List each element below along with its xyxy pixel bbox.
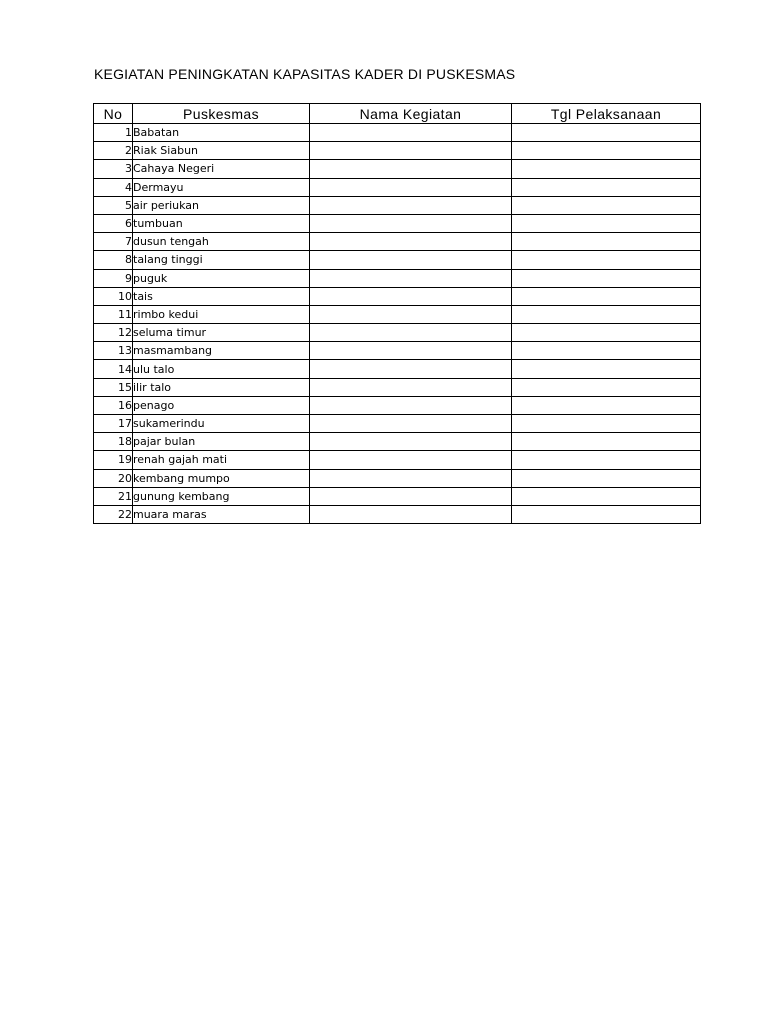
nama-kegiatan-cell (310, 342, 512, 360)
puskesmas-name: tumbuan (133, 214, 310, 232)
nama-kegiatan-cell (310, 178, 512, 196)
row-number: 10 (94, 287, 133, 305)
column-header-puskesmas: Puskesmas (133, 104, 310, 124)
table-row (94, 469, 701, 487)
nama-kegiatan-cell (310, 233, 512, 251)
row-number: 16 (94, 396, 133, 414)
nama-kegiatan-cell (310, 487, 512, 505)
row-number: 14 (94, 360, 133, 378)
puskesmas-name: Dermayu (133, 178, 310, 196)
puskesmas-name: kembang mumpo (133, 469, 310, 487)
table-row (94, 505, 701, 523)
puskesmas-name: rimbo kedui (133, 305, 310, 323)
tgl-pelaksanaan-cell (512, 269, 701, 287)
puskesmas-name: puguk (133, 269, 310, 287)
tgl-pelaksanaan-cell (512, 287, 701, 305)
nama-kegiatan-cell (310, 214, 512, 232)
table-row (94, 178, 701, 196)
table-row (94, 305, 701, 323)
row-number: 8 (94, 251, 133, 269)
tgl-pelaksanaan-cell (512, 342, 701, 360)
table-row (94, 124, 701, 142)
nama-kegiatan-cell (310, 269, 512, 287)
puskesmas-name: tais (133, 287, 310, 305)
row-number: 13 (94, 342, 133, 360)
row-number: 4 (94, 178, 133, 196)
puskesmas-name: penago (133, 396, 310, 414)
nama-kegiatan-cell (310, 142, 512, 160)
nama-kegiatan-cell (310, 160, 512, 178)
puskesmas-name: masmambang (133, 342, 310, 360)
table-row (94, 233, 701, 251)
table-row (94, 287, 701, 305)
puskesmas-name: talang tinggi (133, 251, 310, 269)
nama-kegiatan-cell (310, 251, 512, 269)
tgl-pelaksanaan-cell (512, 305, 701, 323)
tgl-pelaksanaan-cell (512, 469, 701, 487)
nama-kegiatan-cell (310, 396, 512, 414)
nama-kegiatan-cell (310, 360, 512, 378)
tgl-pelaksanaan-cell (512, 324, 701, 342)
tgl-pelaksanaan-cell (512, 487, 701, 505)
tgl-pelaksanaan-cell (512, 360, 701, 378)
table-row (94, 324, 701, 342)
nama-kegiatan-cell (310, 505, 512, 523)
puskesmas-name: seluma timur (133, 324, 310, 342)
tgl-pelaksanaan-cell (512, 233, 701, 251)
tgl-pelaksanaan-cell (512, 214, 701, 232)
table-row (94, 396, 701, 414)
row-number: 20 (94, 469, 133, 487)
row-number: 15 (94, 378, 133, 396)
table-row (94, 214, 701, 232)
puskesmas-name: Babatan (133, 124, 310, 142)
column-header-no: No (94, 104, 133, 124)
nama-kegiatan-cell (310, 324, 512, 342)
nama-kegiatan-cell (310, 451, 512, 469)
tgl-pelaksanaan-cell (512, 505, 701, 523)
table-row (94, 269, 701, 287)
table-row (94, 415, 701, 433)
tgl-pelaksanaan-cell (512, 396, 701, 414)
table-row (94, 142, 701, 160)
puskesmas-name: ulu talo (133, 360, 310, 378)
tgl-pelaksanaan-cell (512, 451, 701, 469)
row-number: 21 (94, 487, 133, 505)
table-row (94, 251, 701, 269)
nama-kegiatan-cell (310, 287, 512, 305)
nama-kegiatan-cell (310, 469, 512, 487)
tgl-pelaksanaan-cell (512, 196, 701, 214)
puskesmas-name: Riak Siabun (133, 142, 310, 160)
row-number: 19 (94, 451, 133, 469)
tgl-pelaksanaan-cell (512, 142, 701, 160)
puskesmas-name: air periukan (133, 196, 310, 214)
tgl-pelaksanaan-cell (512, 124, 701, 142)
table-row (94, 342, 701, 360)
table-row (94, 378, 701, 396)
row-number: 12 (94, 324, 133, 342)
table-row (94, 487, 701, 505)
puskesmas-name: pajar bulan (133, 433, 310, 451)
puskesmas-name: Cahaya Negeri (133, 160, 310, 178)
tgl-pelaksanaan-cell (512, 378, 701, 396)
page-title: KEGIATAN PENINGKATAN KAPASITAS KADER DI PUSKESMAS (94, 66, 516, 82)
column-header-nama-kegiatan: Nama Kegiatan (310, 104, 512, 124)
table-row (94, 160, 701, 178)
table-row (94, 451, 701, 469)
row-number: 7 (94, 233, 133, 251)
table-row (94, 196, 701, 214)
tgl-pelaksanaan-cell (512, 251, 701, 269)
puskesmas-name: gunung kembang (133, 487, 310, 505)
table-body (94, 124, 701, 524)
row-number: 22 (94, 505, 133, 523)
nama-kegiatan-cell (310, 124, 512, 142)
row-number: 17 (94, 415, 133, 433)
puskesmas-name: renah gajah mati (133, 451, 310, 469)
tgl-pelaksanaan-cell (512, 178, 701, 196)
nama-kegiatan-cell (310, 196, 512, 214)
table-header-row (94, 104, 701, 124)
tgl-pelaksanaan-cell (512, 433, 701, 451)
row-number: 11 (94, 305, 133, 323)
row-number: 18 (94, 433, 133, 451)
row-number: 1 (94, 124, 133, 142)
puskesmas-table (93, 103, 701, 524)
row-number: 5 (94, 196, 133, 214)
nama-kegiatan-cell (310, 378, 512, 396)
row-number: 9 (94, 269, 133, 287)
table-row (94, 360, 701, 378)
puskesmas-name: sukamerindu (133, 415, 310, 433)
tgl-pelaksanaan-cell (512, 160, 701, 178)
puskesmas-name: muara maras (133, 505, 310, 523)
tgl-pelaksanaan-cell (512, 415, 701, 433)
table-row (94, 433, 701, 451)
puskesmas-name: ilir talo (133, 378, 310, 396)
nama-kegiatan-cell (310, 305, 512, 323)
row-number: 2 (94, 142, 133, 160)
nama-kegiatan-cell (310, 415, 512, 433)
puskesmas-name: dusun tengah (133, 233, 310, 251)
column-header-tgl-pelaksanaan: Tgl Pelaksanaan (512, 104, 701, 124)
nama-kegiatan-cell (310, 433, 512, 451)
row-number: 6 (94, 214, 133, 232)
row-number: 3 (94, 160, 133, 178)
